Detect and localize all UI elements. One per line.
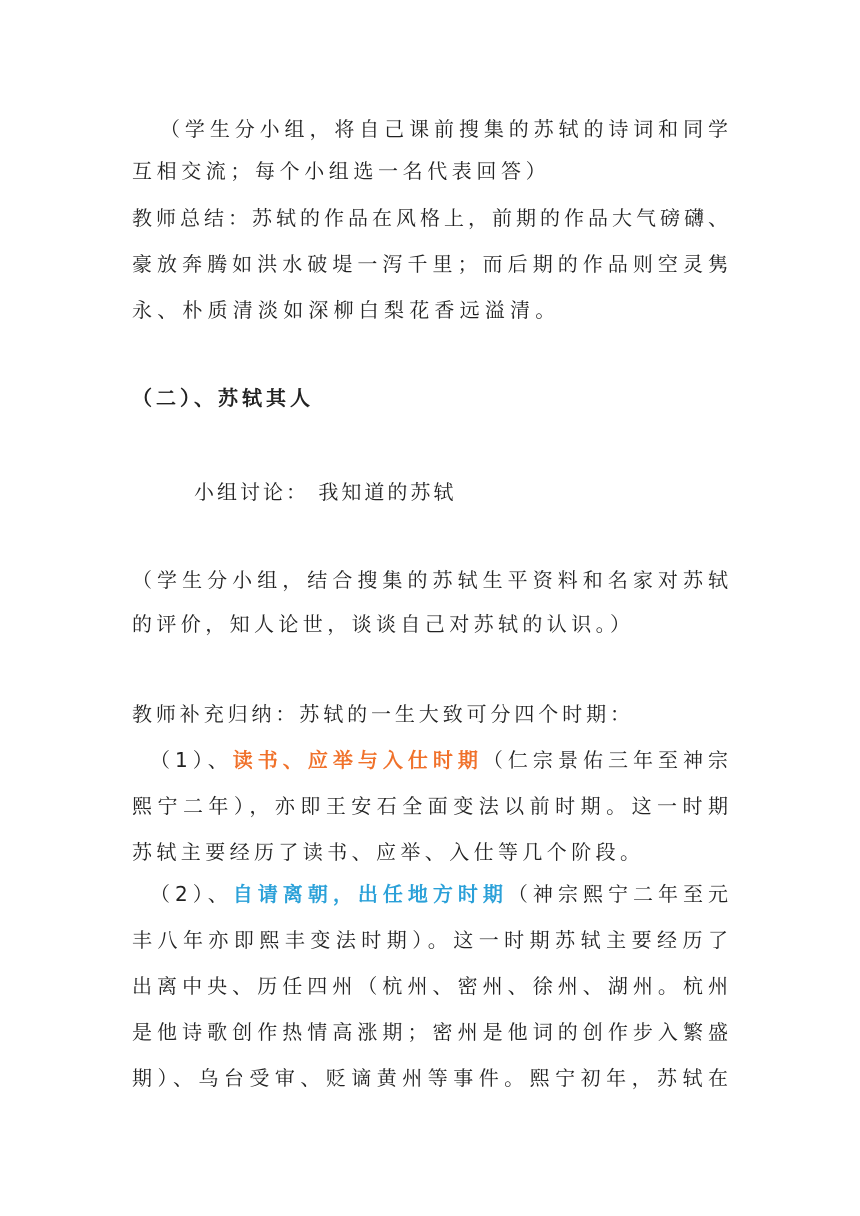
section-heading: （二）、苏轼其人 bbox=[132, 386, 314, 410]
period2-rest: （神宗熙宁二年至元 bbox=[507, 882, 729, 906]
period2-line3: 出离中央、历任四州（杭州、密州、徐州、湖州。杭州 bbox=[132, 974, 728, 998]
period2-line4: 是他诗歌创作热情高涨期；密州是他词的创作步入繁盛 bbox=[132, 1020, 728, 1044]
period1-line2: 熙宁二年），亦即王安石全面变法以前时期。这一时期 bbox=[132, 794, 728, 818]
summary-intro: 教师补充归纳：苏轼的一生大致可分四个时期： bbox=[132, 702, 634, 726]
block1-line2: 互相交流；每个小组选一名代表回答） bbox=[132, 159, 551, 183]
period2-highlight: 自请离朝，出任地方时期 bbox=[232, 882, 508, 906]
block3-line1: （学生分小组，结合搜集的苏轼生平资料和名家对苏轼 bbox=[132, 568, 728, 592]
period2-line2: 丰八年亦即熙丰变法时期）。这一时期苏轼主要经历了 bbox=[132, 928, 728, 952]
period1-rest: （仁宗景佑三年至神宗 bbox=[482, 748, 729, 772]
period1-highlight: 读书、应举与入仕时期 bbox=[232, 748, 483, 772]
discussion-title: 小组讨论： 我知道的苏轼 bbox=[194, 480, 457, 504]
period1-line1 bbox=[150, 746, 728, 774]
period2-prefix: （2）、 bbox=[150, 882, 233, 906]
period1-line3: 苏轼主要经历了读书、应举、入仕等几个阶段。 bbox=[132, 840, 645, 864]
block2-line2: 豪放奔腾如洪水破堤一泻千里；而后期的作品则空灵隽 bbox=[132, 252, 728, 276]
period2-line1 bbox=[150, 880, 728, 908]
block2-line3: 永、朴质清淡如深柳白梨花香远溢清。 bbox=[132, 298, 561, 322]
period1-prefix: （1）、 bbox=[150, 748, 233, 772]
block3-line2: 的评价，知人论世，谈谈自己对苏轼的认识。） bbox=[132, 612, 635, 636]
block2-line1: 教师总结：苏轼的作品在风格上，前期的作品大气磅礴、 bbox=[132, 206, 728, 230]
block1-line1: （学生分小组，将自己课前搜集的苏轼的诗词和同学 bbox=[160, 117, 728, 141]
period2-line5: 期）、乌台受审、贬谪黄州等事件。熙宁初年，苏轼在 bbox=[132, 1066, 728, 1090]
